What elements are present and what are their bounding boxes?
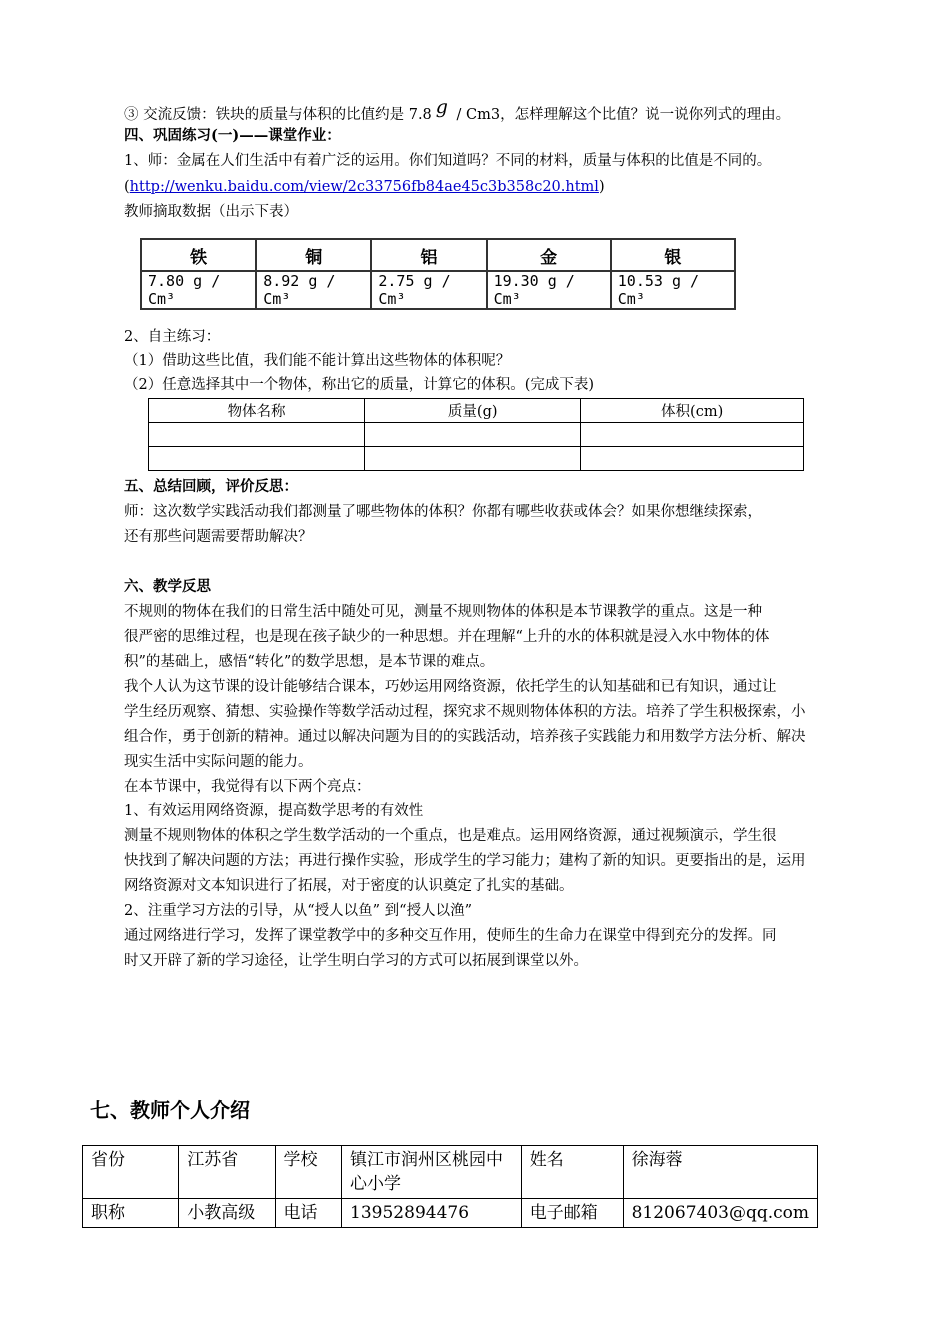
metal-values-row [141,271,735,309]
gram-symbol: g [435,96,448,118]
table-header-row [149,399,804,423]
reflection-line: 组合作，勇于创新的精神。通过以解决问题为目的的实践活动，培养孩子实践能力和用数学方法分析、解决 [124,729,806,745]
metal-density: 7.80 g / Cm³ [141,271,256,309]
table-cell[interactable] [581,423,804,447]
name-label: 姓名 [521,1146,623,1199]
table-cell[interactable] [365,447,581,471]
reference-link-line [124,176,605,198]
section6-heading: 六、教学反思 [124,578,211,595]
metal-names-row [141,239,735,271]
metal-density: 10.53 g / Cm³ [611,271,735,309]
email-label: 电子邮箱 [521,1199,623,1228]
reflection-line: 学生经历观察、猜想、实验操作等数学活动过程，探究求不规则物体体积的方法。培养了学生积极探索，小 [124,704,806,720]
table-cell[interactable] [581,447,804,471]
exercise-question-2: （2）任意选择其中一个物体，称出它的质量，计算它的体积。(完成下表) [124,377,595,393]
table-row [83,1146,818,1199]
data-caption: 教师摘取数据（出示下表） [124,204,298,220]
section5-line-2: 还有那些问题需要帮助解决？ [124,529,313,545]
column-header: 质量(g) [365,399,581,423]
table-cell[interactable] [365,423,581,447]
metal-name: 铝 [371,239,486,271]
section7-heading: 七、教师个人介绍 [90,1098,250,1122]
metal-density-table [140,238,736,310]
province-label: 省份 [83,1146,179,1199]
reflection-line: 时又开辟了新的学习途径，让学生明白学习的方式可以拓展到课堂以外。 [124,953,588,969]
metal-name: 金 [487,239,611,271]
exercise-question-1: （1）借助这些比值，我们能不能计算出这些物体的体积呢？ [124,353,511,369]
reflection-line: 很严密的思维过程，也是现在孩子缺少的一种思想。并在理解“上升的水的体积就是浸入水中物体的体 [124,629,770,645]
link-close-paren: ) [598,179,605,195]
table-row [149,423,804,447]
feedback-text-a: ③ 交流反馈：铁块的质量与体积的比值约是 7.8 [124,107,432,123]
column-header: 物体名称 [149,399,365,423]
reflection-line: 1、有效运用网络资源，提高数学思考的有效性 [124,803,424,819]
title-label: 职称 [83,1199,179,1228]
phone-label: 电话 [275,1199,342,1228]
table-row [149,447,804,471]
table-cell[interactable] [149,447,365,471]
reference-link[interactable]: http://wenku.baidu.com/view/2c33756fb84ae45c3b358c20.html [129,179,599,195]
school-value: 镇江市润州区桃园中心小学 [342,1146,522,1199]
reflection-line: 在本节课中，我觉得有以下两个亮点： [124,779,371,795]
metal-name: 铁 [141,239,256,271]
reflection-line: 不规则的物体在我们的日常生活中随处可见，测量不规则物体的体积是本节课教学的重点。这是一种 [124,604,762,620]
link-open-paren: ( [124,179,130,195]
feedback-paragraph [124,96,791,126]
reflection-line: 通过网络进行学习，发挥了课堂教学中的多种交互作用，使师生的生命力在课堂中得到充分的发挥。同 [124,928,777,944]
feedback-text-b: / Cm3，怎样理解这个比值？说一说你列式的理由。 [451,107,791,123]
table-row [83,1199,818,1228]
reflection-line: 网络资源对文本知识进行了拓展，对于密度的认识奠定了扎实的基础。 [124,878,574,894]
exercise-title: 2、自主练习： [124,329,221,345]
title-value: 小教高级 [179,1199,275,1228]
metal-name: 铜 [256,239,371,271]
reflection-line: 2、注重学习方法的引导，从“授人以鱼” 到“授人以渔” [124,903,472,919]
section5-heading: 五、总结回顾，评价反思： [124,478,298,495]
phone-value: 13952894476 [342,1199,522,1228]
reflection-line: 积”的基础上，感悟“转化”的数学思想，是本节课的难点。 [124,654,495,670]
section5-line-1: 师：这次数学实践活动我们都测量了哪些物体的体积？你都有哪些收获或体会？如果你想继续探索， [124,504,762,520]
metal-density: 19.30 g / Cm³ [487,271,611,309]
reflection-line: 现实生活中实际问题的能力。 [124,754,313,770]
reflection-line: 我个人认为这节课的设计能够结合课本，巧妙运用网络资源，依托学生的认知基础和已有知识，通过让 [124,679,777,695]
reflection-line: 快找到了解决问题的方法；再进行操作实验，形成学生的学习能力；建构了新的知识。更要指出的是，运用 [124,853,806,869]
school-label: 学校 [275,1146,342,1199]
section4-heading: 四、巩固练习(一)——课堂作业： [124,127,341,144]
name-value: 徐海蓉 [623,1146,817,1199]
table-cell[interactable] [149,423,365,447]
reflection-line: 测量不规则物体的体积之学生数学活动的一个重点，也是难点。运用网络资源，通过视频演示，学生很 [124,828,777,844]
email-value: 812067403@qq.com [623,1199,817,1228]
column-header: 体积(cm) [581,399,804,423]
metal-density: 8.92 g / Cm³ [256,271,371,309]
metal-density: 2.75 g / Cm³ [371,271,486,309]
object-volume-table [148,398,804,471]
section4-paragraph: 1、师：金属在人们生活中有着广泛的运用。你们知道吗？不同的材料，质量与体积的比值是不同的。 [124,153,772,169]
metal-name: 银 [611,239,735,271]
province-value: 江苏省 [179,1146,275,1199]
teacher-info-table [82,1145,818,1228]
